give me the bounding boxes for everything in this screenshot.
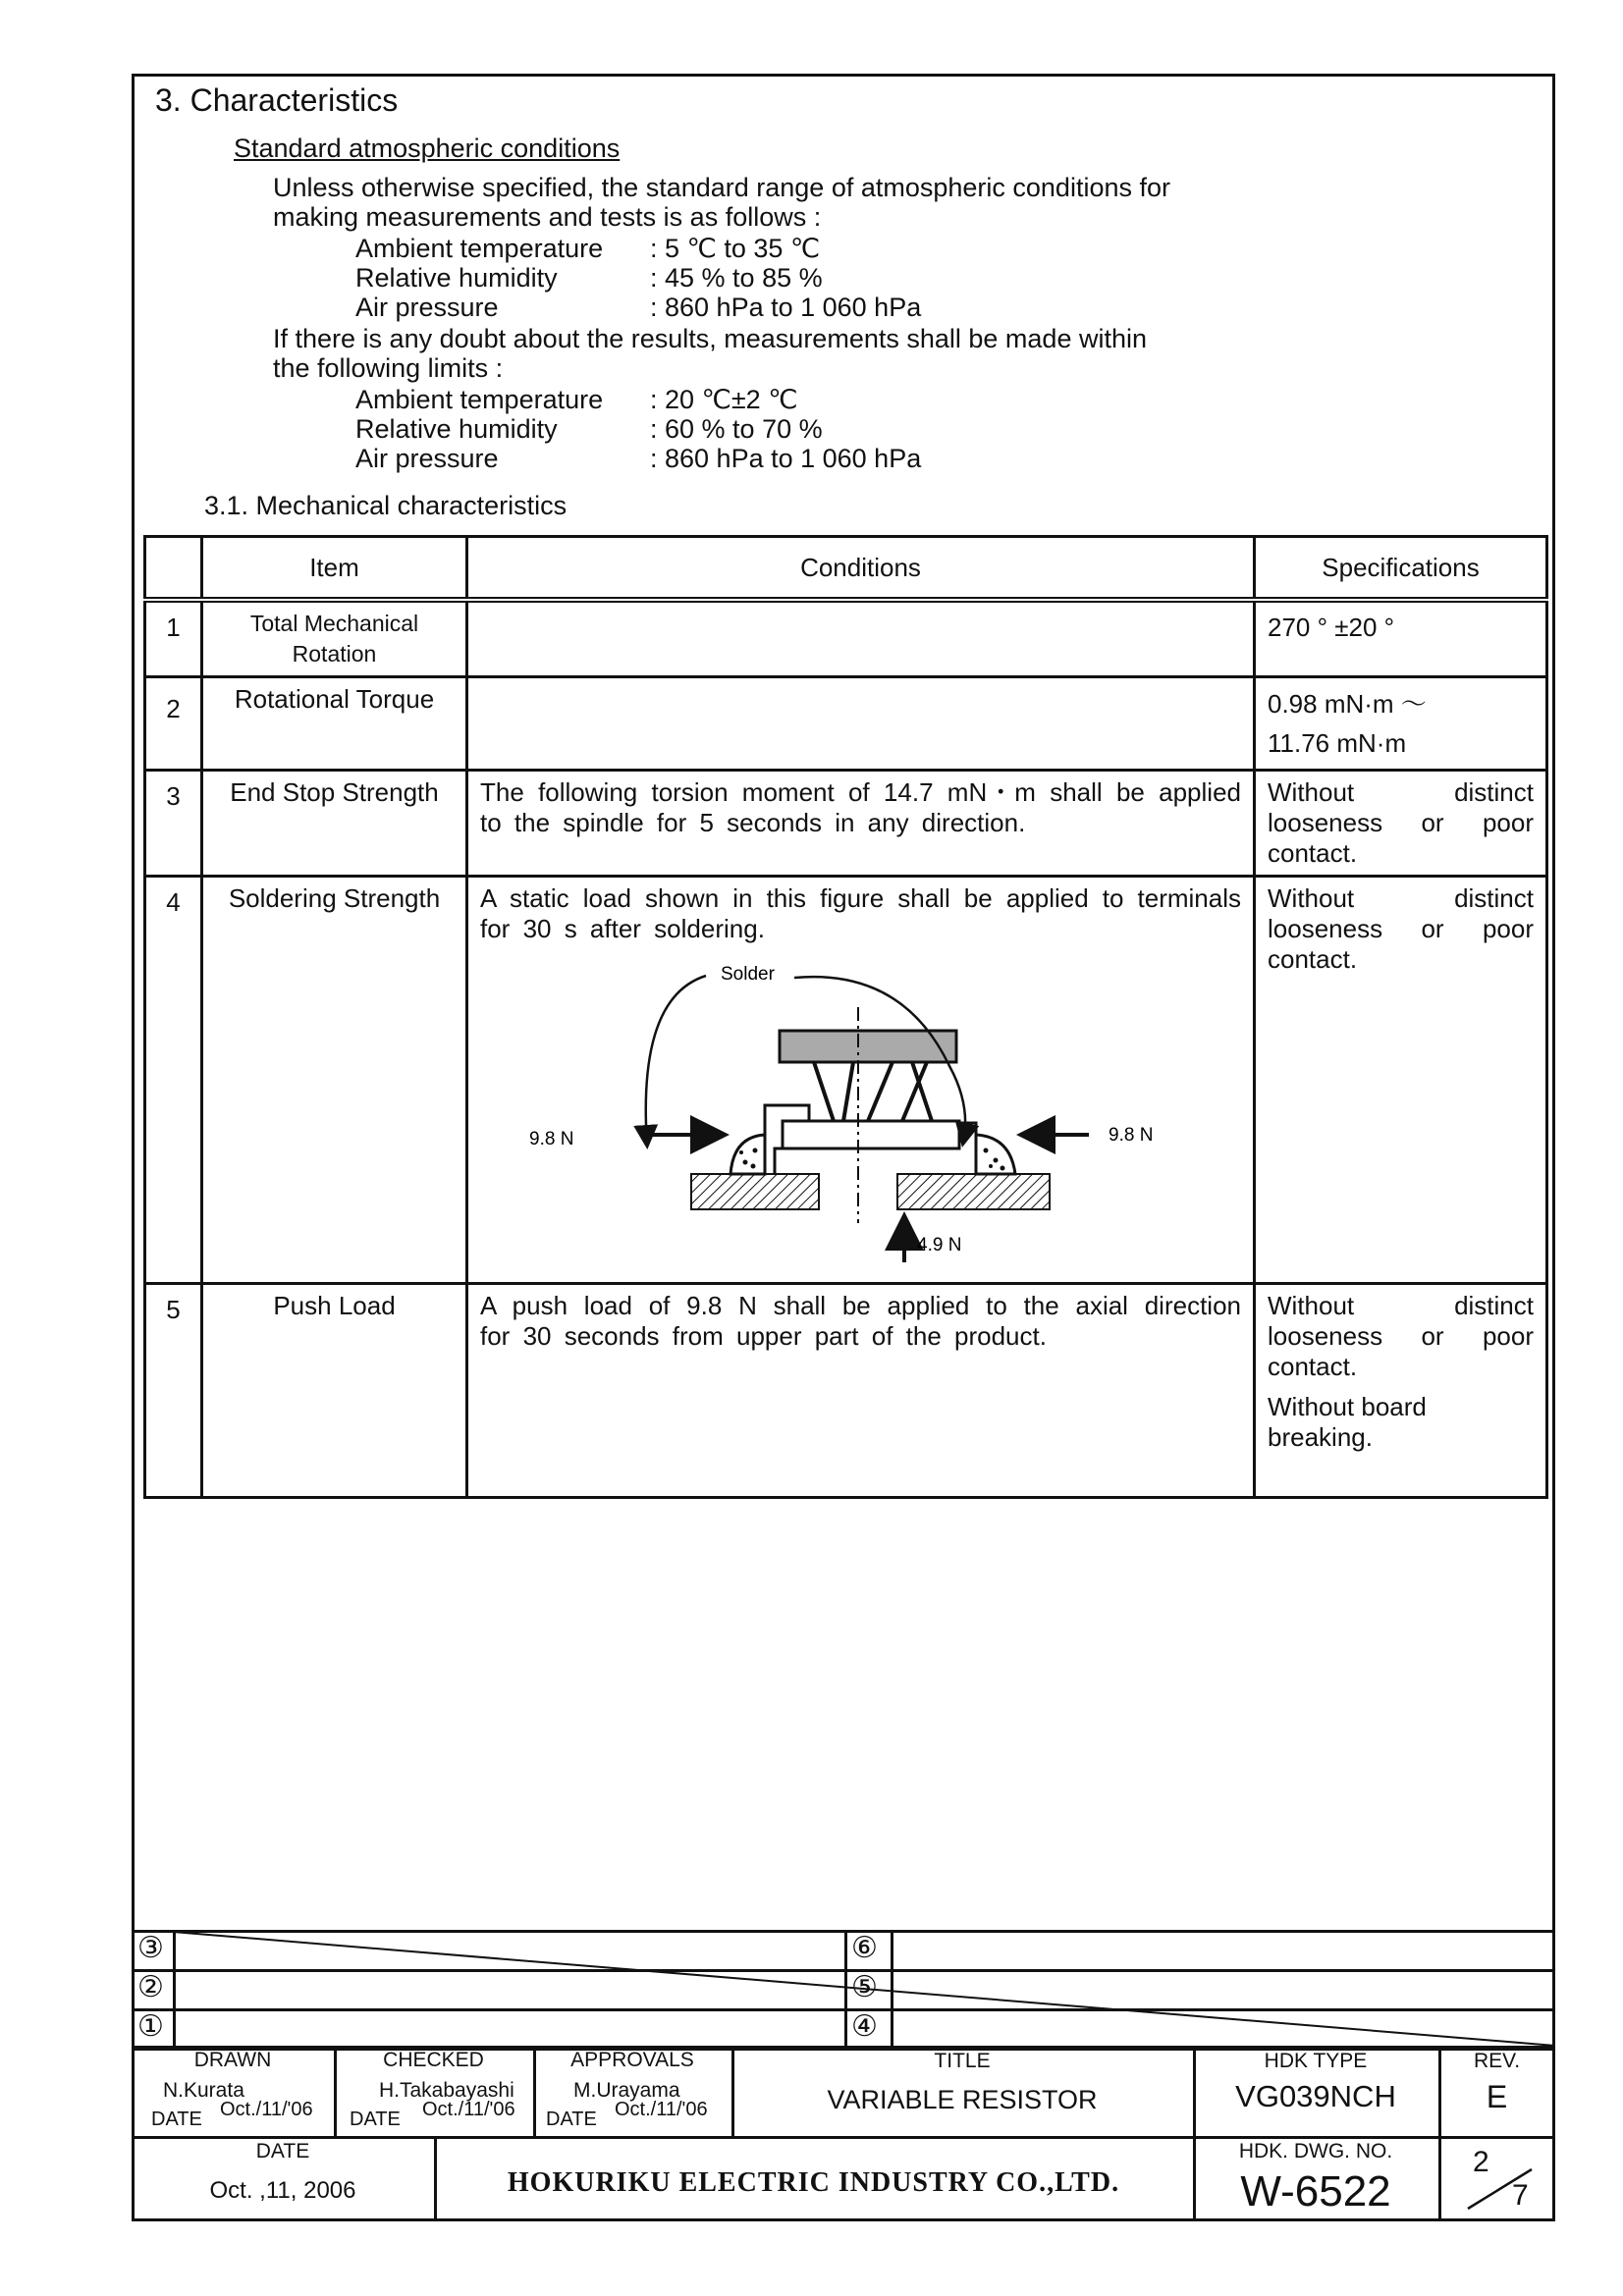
checked-label: CHECKED [383, 2049, 484, 2071]
row-number: 5 [145, 1284, 202, 1498]
type-value: VG039NCH [1235, 2079, 1396, 2113]
row-spec-cell [1255, 677, 1547, 771]
page-fraction-slash [1463, 2150, 1542, 2218]
doubt-line-2: the following limits : [273, 353, 504, 383]
section-subtitle: Standard atmospheric conditions [234, 133, 621, 163]
section-title: 3. Characteristics [155, 82, 399, 118]
approvals-label: APPROVALS [570, 2049, 694, 2071]
std-value-temp: : 5 ℃ to 35 ℃ [650, 234, 821, 263]
limit-value-humidity: : 60 % to 70 % [650, 414, 823, 444]
date-label: DATE [255, 2140, 310, 2163]
checked-name: H.Takabayashi [379, 2079, 514, 2102]
std-value-pressure: : 860 hPa to 1 060 hPa [650, 293, 922, 322]
company-name: HOKURIKU ELECTRIC INDUSTRY CO.,LTD. [507, 2167, 1120, 2198]
row-item: Total Mechanical Rotation [202, 600, 467, 677]
checked-date-word: DATE [350, 2109, 401, 2130]
drawn-label: DRAWN [193, 2049, 272, 2071]
rev-value: E [1486, 2079, 1508, 2114]
type-label: HDK TYPE [1264, 2050, 1368, 2072]
limit-label-humidity: Relative humidity [355, 414, 558, 444]
rotor-plate [780, 1031, 956, 1062]
title-value: VARIABLE RESISTOR [827, 2085, 1098, 2114]
drawn-name: N.Kurata [163, 2079, 244, 2102]
mechanical-characteristics-table [143, 535, 1548, 1499]
pcb-right [897, 1174, 1050, 1209]
std-label-pressure: Air pressure [355, 293, 499, 322]
rev-marker-1: ① [137, 2010, 164, 2043]
resistor-body [783, 1121, 959, 1148]
tb-mid-line [132, 2136, 1555, 2139]
row-spec: Without distinct looseness or poor contact. [1268, 1291, 1534, 1381]
limit-value-temp: : 20 ℃±2 ℃ [650, 385, 798, 414]
solder-fillet-left [730, 1135, 765, 1174]
row-conditions [467, 677, 1255, 771]
revision-strike-line [132, 1930, 1555, 2048]
rev-marker-3: ③ [137, 1932, 164, 1964]
row-spec: Without distinct looseness or poor contact. [1255, 877, 1547, 1284]
solder-label: Solder [721, 964, 775, 985]
intro-line-2: making measurements and tests is as follows : [273, 202, 822, 232]
dwg-label: HDK. DWG. NO. [1238, 2140, 1393, 2163]
row-item: End Stop Strength [202, 771, 467, 877]
row-item: Push Load [202, 1284, 467, 1498]
row-number: 1 [145, 600, 202, 677]
table-row [145, 677, 1547, 771]
pcb-left [691, 1174, 819, 1209]
force-label-bottom: 4.9 N [917, 1235, 962, 1255]
rev-marker-5: ⑤ [851, 1971, 878, 2003]
page-total: 7 [1512, 2179, 1529, 2212]
table-row [145, 877, 1547, 1284]
page-number: 2 [1473, 2146, 1489, 2178]
approvals-name: M.Urayama [573, 2079, 680, 2102]
tb-v5 [1438, 2048, 1441, 2221]
approvals-date: Oct./11/'06 [615, 2099, 708, 2120]
rev-label: REV. [1473, 2050, 1521, 2072]
solder-dots [739, 1148, 1005, 1171]
approvals-date-word: DATE [546, 2109, 597, 2130]
subsection-title: 3.1. Mechanical characteristics [204, 491, 568, 520]
header-specifications: Specifications [1255, 537, 1547, 601]
std-label-temp: Ambient temperature [355, 234, 604, 263]
header-no [145, 537, 202, 601]
row-spec: Without distinct looseness or poor contact. [1255, 771, 1547, 877]
checked-date: Oct./11/'06 [422, 2099, 515, 2120]
table-row [145, 1284, 1547, 1498]
drawn-date-word: DATE [151, 2109, 202, 2130]
row-item: Rotational Torque [202, 677, 467, 771]
force-label-right: 9.8 N [1109, 1125, 1154, 1146]
rev-marker-4: ④ [851, 2010, 878, 2043]
row-number: 4 [145, 877, 202, 1284]
std-value-humidity: : 45 % to 85 % [650, 263, 823, 293]
intro-line-1: Unless otherwise specified, the standard range of atmospheric conditions for [273, 173, 1170, 202]
row-spec-2: 11.76 mN·m [1268, 728, 1407, 758]
force-label-left: 9.8 N [529, 1129, 574, 1149]
contact-legs [814, 1062, 932, 1121]
soldering-strength-figure [480, 948, 1242, 1262]
limit-value-pressure: : 860 hPa to 1 060 hPa [650, 444, 922, 473]
header-item: Item [202, 537, 467, 601]
row-conditions-cell [467, 877, 1255, 1284]
solder-fillet-right [976, 1135, 1015, 1174]
table-row [145, 600, 1547, 677]
row-number: 3 [145, 771, 202, 877]
row-item: Soldering Strength [202, 877, 467, 1284]
drawn-date: Oct./11/'06 [220, 2099, 313, 2120]
solder-pointer-left [646, 976, 706, 1145]
title-label: TITLE [934, 2050, 991, 2072]
header-conditions: Conditions [467, 537, 1255, 601]
row-conditions: The following torsion moment of 14.7 mN・m shall be applied to the spindle for 5 seconds in any direction. [467, 771, 1255, 877]
std-label-humidity: Relative humidity [355, 263, 558, 293]
rev-marker-2: ② [137, 1971, 164, 2003]
limit-label-temp: Ambient temperature [355, 385, 604, 414]
table-header-row [145, 537, 1547, 601]
row-spec: 270 ° ±20 ° [1255, 600, 1547, 677]
rev-marker-6: ⑥ [851, 1932, 878, 1964]
row-number: 2 [145, 677, 202, 771]
date-value: Oct. ,11, 2006 [209, 2177, 356, 2204]
table-row [145, 771, 1547, 877]
row-spec-cell [1255, 1284, 1547, 1498]
terminal-right [959, 1123, 976, 1174]
row-conditions: A static load shown in this figure shall be applied to terminals for 30 s after soldering. [480, 883, 1241, 943]
row-conditions: A push load of 9.8 N shall be applied to the axial direction for 30 seconds from upper part of the product. [467, 1284, 1255, 1498]
dwg-value: W-6522 [1240, 2167, 1391, 2216]
row-conditions [467, 600, 1255, 677]
terminal-left-inner [775, 1148, 783, 1174]
row-spec-2: Without board breaking. [1268, 1392, 1427, 1452]
doubt-line-1: If there is any doubt about the results, measurements shall be made within [273, 324, 1147, 353]
limit-label-pressure: Air pressure [355, 444, 499, 473]
row-spec: 0.98 mN·m ～ [1268, 689, 1427, 719]
